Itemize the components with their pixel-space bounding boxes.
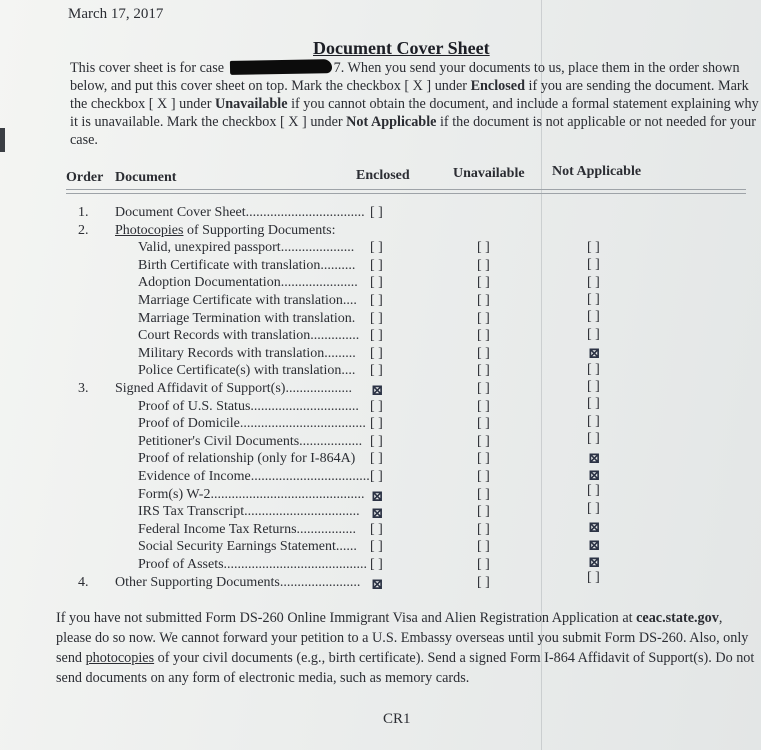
- checkbox-not-applicable[interactable]: [ ]: [587, 413, 600, 429]
- item-label-photocopies: Photocopies: [115, 222, 184, 238]
- item-label: Marriage Termination with translation.: [138, 310, 356, 326]
- item-number: 2.: [78, 222, 89, 238]
- header-rule-bottom: [66, 193, 746, 194]
- item-label: Signed Affidavit of Support(s)...................: [115, 381, 352, 396]
- checkbox-unavailable[interactable]: [ ]: [477, 275, 490, 291]
- checkbox-enclosed[interactable]: [ ]: [370, 398, 383, 414]
- binder-clip-edge: [0, 128, 5, 152]
- checkbox-not-applicable[interactable]: [ ]: [587, 239, 600, 255]
- item-label: IRS Tax Transcript.................................: [138, 504, 360, 520]
- checkbox-enclosed[interactable]: [ ]: [370, 521, 383, 537]
- column-header-unavailable: Unavailable: [453, 166, 525, 181]
- item-label: Other Supporting Documents.......................: [115, 574, 361, 590]
- checkbox-enclosed[interactable]: [ ]: [370, 539, 383, 555]
- checkbox-enclosed[interactable]: [ ]: [370, 469, 383, 484]
- checkbox-enclosed-checked[interactable]: ⊠: [371, 488, 384, 505]
- checkbox-not-applicable[interactable]: [ ]: [587, 274, 600, 290]
- item-number: 4.: [78, 574, 89, 590]
- intro-before-case: This cover sheet is for case: [70, 60, 225, 76]
- checkbox-not-applicable[interactable]: [ ]: [587, 483, 600, 499]
- checkbox-unavailable[interactable]: [ ]: [477, 557, 490, 572]
- checkbox-not-applicable-checked[interactable]: ⊠: [588, 468, 601, 484]
- checkbox-enclosed[interactable]: [ ]: [370, 451, 383, 467]
- checkbox-enclosed[interactable]: [ ]: [370, 363, 383, 379]
- intro-text-3: if you cannot obtain the document, and include a formal statement explaining why it is unavailable. Mark the checkbox [ X ] under: [70, 96, 759, 130]
- checkbox-not-applicable[interactable]: [ ]: [587, 431, 600, 447]
- checkbox-unavailable[interactable]: [ ]: [477, 257, 490, 273]
- checkbox-enclosed[interactable]: [ ]: [370, 275, 383, 291]
- checkbox-not-applicable[interactable]: [ ]: [587, 570, 600, 586]
- checkbox-enclosed[interactable]: [ ]: [370, 557, 383, 572]
- item-number: 3.: [78, 381, 89, 396]
- intro-text-2: if you are sending the document. Mark the checkbox [ X ] under: [70, 78, 749, 112]
- page-title: Document Cover Sheet: [313, 38, 490, 58]
- checkbox-enclosed-checked[interactable]: ⊠: [371, 506, 384, 523]
- item-label: Military Records with translation.........: [138, 345, 356, 361]
- checkbox-unavailable[interactable]: [ ]: [477, 345, 490, 361]
- checkbox-enclosed[interactable]: [ ]: [370, 328, 383, 344]
- item-label: Federal Income Tax Returns.................: [138, 521, 357, 537]
- item-label: Proof of Assets.........................................: [138, 557, 368, 572]
- intro-text-4: if the document is not applicable or not needed for your case.: [70, 114, 756, 148]
- footer-photocopies: photocopies: [85, 650, 155, 666]
- item-label: Adoption Documentation......................: [138, 275, 358, 291]
- checkbox-not-applicable-checked[interactable]: ⊠: [588, 537, 601, 554]
- item-label: Court Records with translation..............: [138, 328, 360, 344]
- checkbox-unavailable[interactable]: [ ]: [477, 574, 490, 590]
- checkbox-enclosed-checked[interactable]: ⊠: [371, 383, 384, 399]
- checkbox-not-applicable[interactable]: [ ]: [587, 292, 600, 307]
- column-header-not-applicable: Not Applicable: [552, 164, 642, 179]
- footer-site: ceac.state.gov: [636, 610, 719, 626]
- item-label: Proof of U.S. Status...............................: [138, 398, 359, 414]
- checkbox-unavailable[interactable]: [ ]: [477, 328, 490, 344]
- footer-text-2: , please do so now. We cannot forward your petition to a U.S. Embassy overseas until you submit Form DS-260. Also, only send: [56, 610, 749, 666]
- checkbox-enclosed[interactable]: [ ]: [370, 310, 383, 326]
- footer-text-1: If you have not submitted Form DS-260 Online Immigrant Visa and Alien Registration Application at: [56, 610, 637, 626]
- checkbox-not-applicable[interactable]: [ ]: [587, 500, 600, 516]
- checkbox-unavailable[interactable]: [ ]: [477, 469, 490, 484]
- checkbox-unavailable[interactable]: [ ]: [477, 398, 490, 414]
- checkbox-unavailable[interactable]: [ ]: [477, 310, 490, 326]
- checkbox-not-applicable[interactable]: [ ]: [587, 257, 600, 273]
- item-label: Proof of relationship (only for I-864A): [138, 451, 356, 467]
- checkbox-unavailable[interactable]: [ ]: [477, 504, 490, 520]
- checkbox-unavailable[interactable]: [ ]: [477, 451, 490, 467]
- checkbox-not-applicable[interactable]: [ ]: [587, 309, 600, 325]
- checkbox-enclosed[interactable]: [ ]: [370, 240, 383, 256]
- item-label: Proof of Domicile....................................: [138, 416, 366, 432]
- form-code: CR1: [383, 711, 411, 727]
- checkbox-enclosed[interactable]: [ ]: [370, 345, 383, 361]
- item-label: Form(s) W-2............................................: [138, 486, 365, 502]
- checkbox-enclosed[interactable]: [ ]: [370, 293, 383, 308]
- item-label: Birth Certificate with translation..........: [138, 257, 356, 273]
- item-number: 1.: [78, 205, 89, 220]
- date: March 17, 2017: [68, 6, 164, 22]
- column-header-enclosed: Enclosed: [356, 168, 410, 183]
- header-rule-top: [66, 189, 746, 190]
- checkbox-not-applicable[interactable]: [ ]: [587, 396, 600, 412]
- checkbox-unavailable[interactable]: [ ]: [477, 293, 490, 308]
- item-label: Police Certificate(s) with translation....: [138, 363, 356, 379]
- column-header-order: Order: [66, 170, 104, 185]
- checkbox-unavailable[interactable]: [ ]: [477, 521, 490, 537]
- intro-enclosed-word: Enclosed: [470, 78, 525, 94]
- checkbox-unavailable[interactable]: [ ]: [477, 363, 490, 379]
- item-label: Evidence of Income..................................: [138, 469, 370, 484]
- checkbox-unavailable[interactable]: [ ]: [477, 539, 490, 555]
- footer-text-3: of your civil documents (e.g., birth certificate). Send a signed Form I-864 Affidavit of Support(s). Do not send documents on any form of electronic media, such as memory cards.: [56, 650, 755, 686]
- intro-unavailable-word: Unavailable: [214, 96, 288, 112]
- item-label: Document Cover Sheet..................................: [115, 205, 365, 220]
- checkbox-enclosed[interactable]: [ ]: [370, 433, 383, 449]
- footer-paragraph: [56, 608, 756, 688]
- item-label: [115, 223, 336, 239]
- checkbox-enclosed-checked[interactable]: ⊠: [371, 576, 384, 593]
- checkbox-unavailable[interactable]: [ ]: [477, 240, 490, 256]
- checkbox-unavailable[interactable]: [ ]: [477, 416, 490, 432]
- intro-case-suffix: 7: [333, 60, 341, 76]
- item-label: Petitioner's Civil Documents..................: [138, 433, 363, 449]
- checkbox-enclosed[interactable]: [ ]: [370, 416, 383, 432]
- item-label: Social Security Earnings Statement......: [138, 539, 357, 555]
- item-label: Valid, unexpired passport.....................: [138, 240, 355, 256]
- checkbox-not-applicable[interactable]: [ ]: [587, 361, 600, 377]
- column-header-document: Document: [115, 170, 177, 185]
- checkbox-enclosed[interactable]: [ ]: [370, 257, 383, 273]
- intro-paragraph: [70, 59, 760, 149]
- checkbox-unavailable[interactable]: [ ]: [477, 486, 490, 502]
- checkbox-unavailable[interactable]: [ ]: [477, 433, 490, 449]
- checkbox-unavailable[interactable]: [ ]: [477, 381, 490, 396]
- checkbox-not-applicable-checked[interactable]: ⊠: [588, 346, 601, 363]
- checkbox-enclosed[interactable]: [ ]: [370, 205, 383, 220]
- checkbox-not-applicable-checked[interactable]: ⊠: [588, 555, 601, 571]
- item-label-rest: of Supporting Documents:: [183, 222, 336, 238]
- item-label: Marriage Certificate with translation....: [138, 293, 357, 308]
- redacted-case-number: [229, 59, 331, 75]
- intro-not-applicable-word: Not Applicable: [346, 114, 437, 130]
- checkbox-not-applicable[interactable]: [ ]: [587, 379, 600, 394]
- checkbox-not-applicable-checked[interactable]: ⊠: [588, 520, 601, 537]
- checkbox-not-applicable[interactable]: [ ]: [587, 326, 600, 342]
- checkbox-not-applicable-checked[interactable]: ⊠: [588, 450, 601, 467]
- intro-text-1: . When you send your documents to us, place them in the order shown below, and put this cover sheet on top. Mark the checkbox [ X ] under: [70, 60, 740, 94]
